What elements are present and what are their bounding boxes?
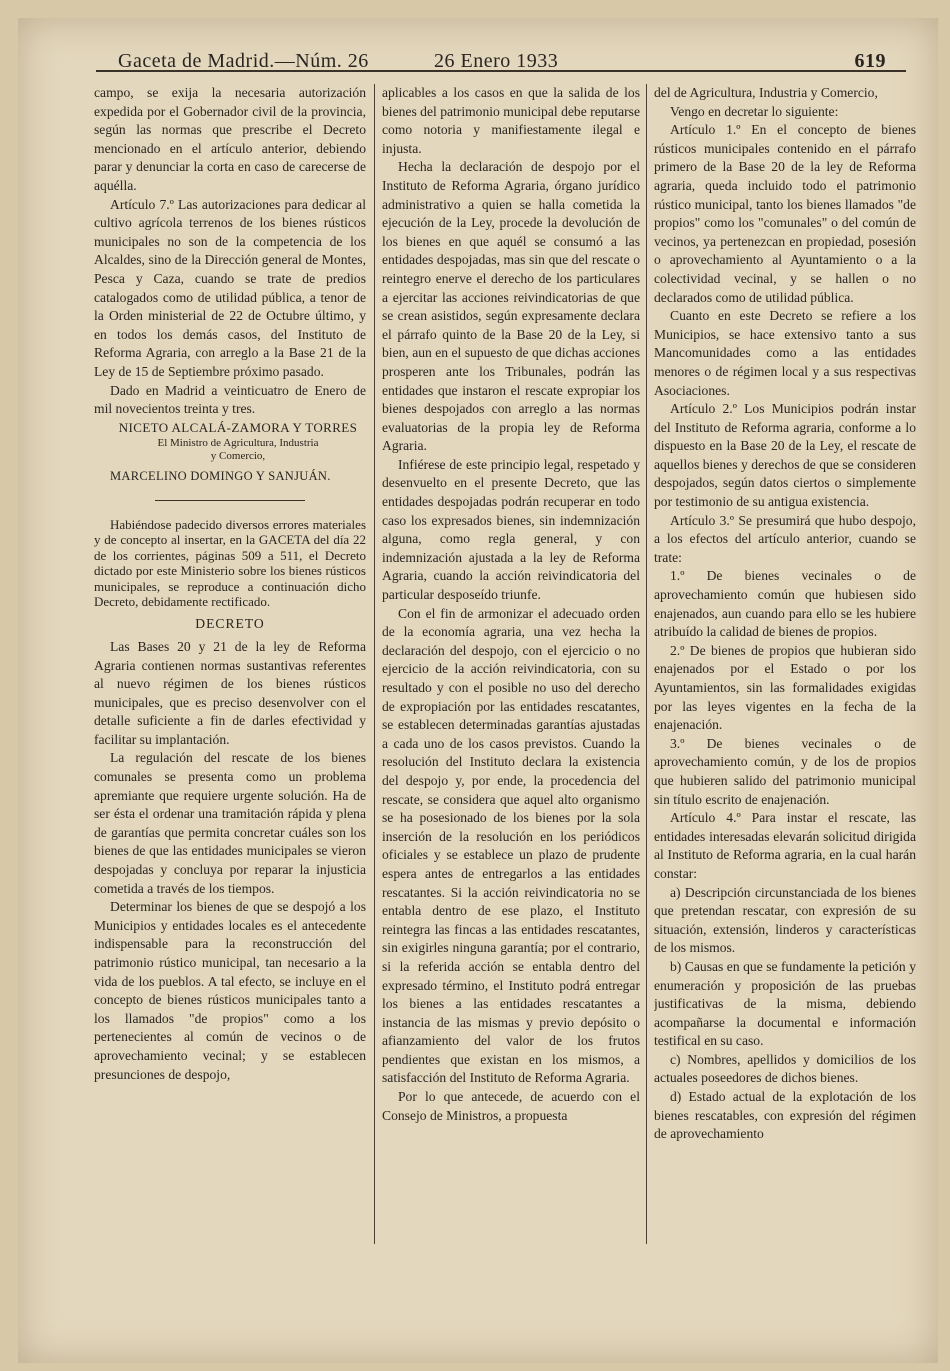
article-1: Artículo 1.º En el concepto de bienes rústicos municipales contenido en el párrafo primero de la Base 20 de la ley de Reforma agraria, queda incluido todo el patrimonio rústico municipal, tanto los bienes llamados "de propios" como los "comunales" o del común de vecinos, ya pertenezcan en propiedad, posesión o aprovechamiento al Ayuntamiento o a la colectividad vecinal, y se hallen o no declarados como de utilidad pública.	[654, 122, 916, 305]
article-4: Artículo 4.º Para instar el rescate, las entidades interesadas elevarán solicitud dirigida al Instituto de Reforma agraria, en la cual harán constar:	[654, 810, 916, 881]
page-header	[96, 36, 906, 80]
paragraph: Infiérese de este principio legal, respetado y desenvuelto en el presente Decreto, que las entidades despojadas podrán recuperar en todo caso los expresados bienes, sin indemnización alguna, como regla general, y con indemnización ajustada a la ley de Reforma Agraria, cuando la acción reivindicatoria del particular desposeído triunfe.	[382, 456, 640, 603]
paragraph: Con el fin de armonizar el adecuado orden de la economía agraria, una vez hecha la declaración del despojo, con el ejercicio o no ejercicio de la acción reivindicatoria, con su resultado y con el posible no uso del derecho de expropiación por las entidades rescatantes, se establecen determinadas garantías ajustadas a cada uno de los casos previstos. Cuando la resolución del Instituto declara la existencia del despojo y, por ende, la procedencia del rescate, se considera que aquel alto organismo se ha posesionado de los bienes por la sola inserción de la resolución en los periódicos oficiales y se establece un plazo de prudente espera antes de entregarlos a las entidades rescatantes. Si la acción reivindicatoria no se entabla dentro de ese plazo, el Instituto reintegra las fincas a las entidades rescatantes, sin exigirles ninguna garantía; por el contrario, si la referida acción se entabla dentro del expresado término, el Instituto podrá entregar los bienes a las entidades rescatantes a instancia de las mismas y previo depósito o afianzamiento del valor de los frutos pendientes que existan en los mismos, a satisfacción del Instituto de Reforma Agraria.	[382, 605, 640, 1086]
header-rule	[96, 70, 906, 72]
list-item: 1.º De bienes vecinales o de aprovechamiento común que hubiesen sido enajenados, aun cuando para ello se les hubiere atribuído la calidad de bienes de propios.	[654, 568, 916, 640]
column-divider-2	[646, 84, 647, 1244]
column-1	[94, 84, 366, 1344]
paragraph: Vengo en decretar lo siguiente:	[670, 103, 839, 119]
column-3	[654, 84, 916, 1344]
article-3: Artículo 3.º Se presumirá que hubo despojo, a los efectos del artículo anterior, cuando se trate:	[654, 512, 916, 565]
paragraph: Determinar los bienes de que se despojó a los Municipios y entidades locales es el antecedente indispensable para la reconstrucción del patrimonio rústico municipal, tan necesario a la vida de los pueblos. A tal efecto, se incluye en el concepto de bienes rústicos municipales tanto a los llamados "de propios" como a los pertenecientes al común de vecinos o de aprovechamiento vecinal; y se establecen presunciones de despojo,	[94, 899, 366, 1082]
column-divider-1	[374, 84, 375, 1244]
list-item: d) Estado actual de la explotación de los bienes rescatables, con expresión del régimen de aprovechamiento	[654, 1089, 916, 1142]
list-item: 2.º De bienes de propios que hubieran sido enajenados por el Estado o por los Ayuntamientos, sin las formalidades exigidas por las leyes vigentes en la fecha de la enajenación.	[654, 642, 916, 733]
correction-notice: Habiéndose padecido diversos errores materiales y de concepto al insertar, en la GACETA del día 22 de los corrientes, páginas 509 a 511, el Decreto dictado por este Ministerio sobre los bienes rústicos municipales, se reproduce a continuación dicho Decreto, debidamente rectificado.	[94, 516, 366, 609]
article-2: Artículo 2.º Los Municipios podrán instar del Instituto de Reforma agraria, conforme a lo dispuesto en la Base 20 de la Ley, el rescate de aquellos bienes y derechos de que se consideren despojados, según datos ciertos o simplemente por testimonio de su antigua existencia.	[654, 401, 916, 510]
paragraph: Por lo que antecede, de acuerdo con el Consejo de Ministros, a propuesta	[382, 1089, 640, 1123]
paragraph: Dado en Madrid a veinticuatro de Enero de mil novecientos treinta y tres.	[94, 382, 366, 417]
minister-title-line2: y Comercio,	[210, 450, 266, 463]
list-item: c) Nombres, apellidos y domicilios de los actuales poseedores de dichos bienes.	[654, 1051, 916, 1086]
decree-heading: DECRETO	[195, 616, 265, 632]
president-signature: NICETO ALCALÁ-ZAMORA Y TORRES	[118, 419, 358, 435]
section-divider	[155, 500, 305, 501]
paragraph: La regulación del rescate de los bienes comunales se presenta como un problema apremiante que requiere urgente solución. Ha de ser ésta el ordenar una tramitación rápida y plena de garantías que permita concretar cuáles son los bienes de que las entidades municipales se vieron despojadas y concluya por reparar la injusticia cometida a través de los tiempos.	[94, 750, 366, 896]
minister-title-line1: El Ministro de Agricultura, Industria	[157, 437, 319, 450]
list-item: 3.º De bienes vecinales o de aprovechamiento común, y de los de propios que hubieren salido del patrimonio municipal sin título escrito de enajenación.	[654, 735, 916, 807]
paragraph: Las Bases 20 y 21 de la ley de Reforma Agraria contienen normas sustantivas referentes al nuevo régimen de los bienes rústicos municipales, que es preciso desenvolver con el detalle suficiente a fin de darles efectividad y facilitar su implantación.	[94, 638, 366, 747]
minister-signature: MARCELINO DOMINGO Y SANJUÁN.	[110, 469, 331, 484]
gazette-title: Gaceta de Madrid.—Núm. 26	[118, 50, 369, 72]
paragraph: del de Agricultura, Industria y Comercio,	[654, 85, 878, 100]
page-number: 619	[854, 50, 886, 72]
list-item: a) Descripción circunstanciada de los bienes que pretendan rescatar, con expresión de su situación, extensión, linderos y características de los mismos.	[654, 884, 916, 956]
issue-date: 26 Enero 1933	[434, 50, 559, 72]
article-7: Artículo 7.º Las autorizaciones para dedicar al cultivo agrícola terrenos de los bienes rústicos municipales no son de la competencia de los Alcaldes, sino de la Dirección general de Montes, Pesca y Caza, cuando se trate de predios catalogados como de utilidad pública, a tenor de la Orden ministerial de 22 de Octubre último, y en todos los demás casos, del Instituto de Reforma Agraria, con arreglo a la Base 21 de la Ley de 15 de Septiembre próximo pasado.	[94, 196, 366, 379]
newspaper-page	[18, 18, 938, 1363]
list-item: b) Causas en que se fundamente la petición y enumeración y proposición de las pruebas justificativas de la misma, debiendo acompañarse la documental e información testifical en su caso.	[654, 958, 916, 1049]
paragraph: aplicables a los casos en que la salida de los bienes del patrimonio municipal debe reputarse como notoria y manifiestamente ilegal e injusta.	[382, 85, 640, 156]
column-2	[382, 84, 640, 1344]
paragraph: campo, se exija la necesaria autorización expedida por el Gobernador civil de la provincia, según las normas que prescribe el Decreto mencionado en el artículo anterior, debiendo parar y denunciar la corta en caso de carecerse de aquélla.	[94, 85, 366, 193]
paragraph: Cuanto en este Decreto se refiere a los Municipios, se hace extensivo tanto a sus Mancomunidades como a las entidades menores o de régimen local y a sus respectivas Asociaciones.	[654, 308, 916, 398]
paragraph: Hecha la declaración de despojo por el Instituto de Reforma Agraria, órgano jurídico administrativo a quien se halla cometida la ejecución de la Ley, procede la devolución de los bienes en que aquél se consumó a las entidades despojadas, mas sin que del rescate o reintegro enerve el derecho de los particulares a ejercitar las acciones reivindicatorias de que se crean asistidos, según expresamente declara el párrafo quinto de la Base 20 de la Ley, si bien, aun en el supuesto de que dichas acciones prosperen ante los Tribunales, podrán las entidades que instaron el rescate expropiar los bienes despojados con arreglo a las normas evaluatorias de la propia ley de Reforma Agraria.	[382, 159, 640, 454]
